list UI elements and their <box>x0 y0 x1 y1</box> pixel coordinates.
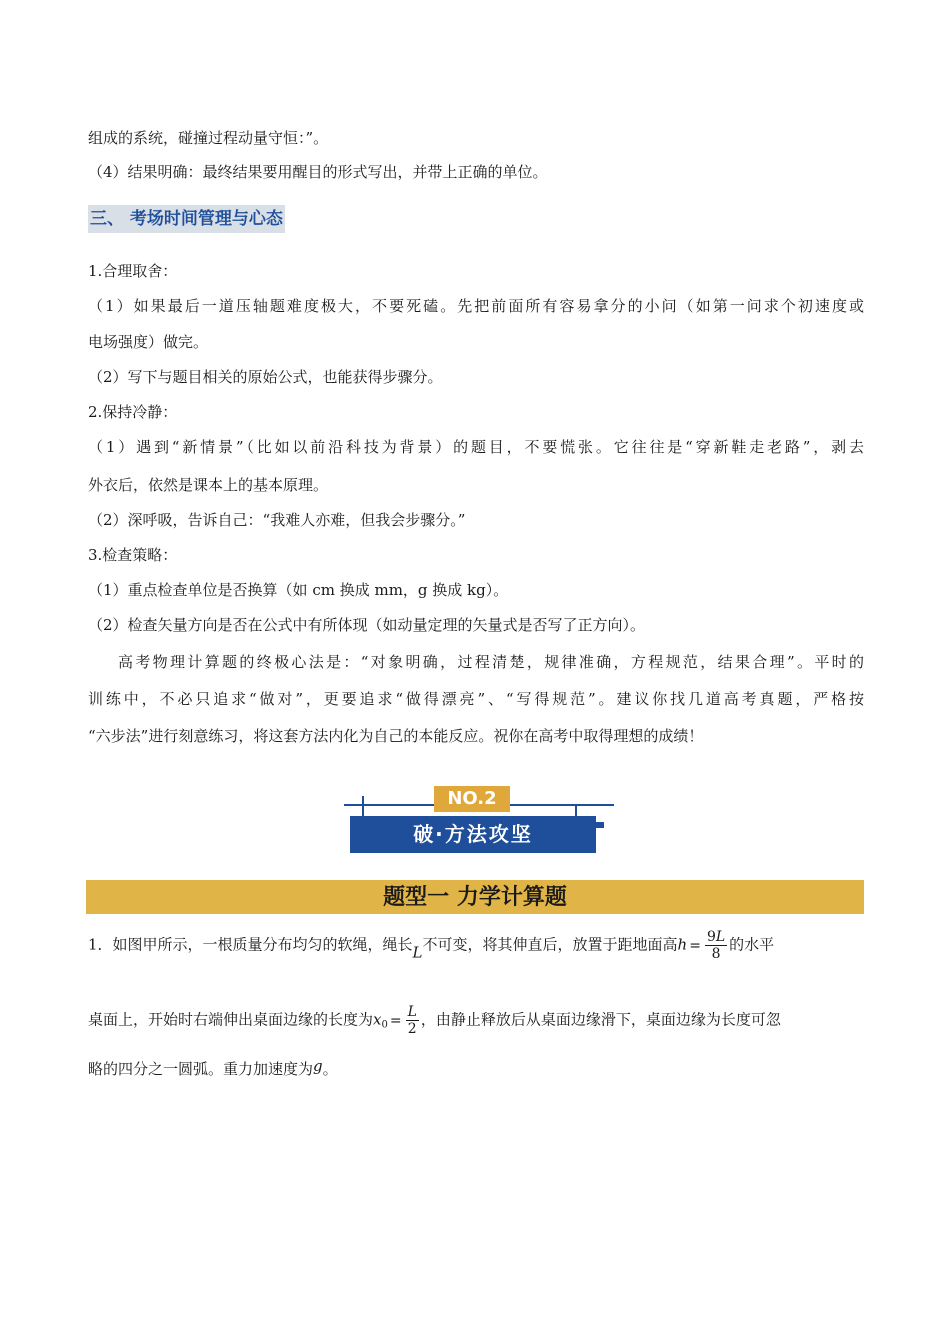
question-line <box>88 1004 864 1037</box>
fraction-denominator: 2 <box>407 1021 417 1037</box>
paragraph-text: （2）写下与题目相关的原始公式，也能获得步骤分。 <box>88 368 443 386</box>
badge-number: NO.2 <box>434 786 510 812</box>
fraction-numerator-var: L <box>715 929 726 945</box>
question-text: 不可变，将其伸直后，放置于距地面高 <box>422 935 678 954</box>
math-equals: = <box>689 937 701 954</box>
math-formula-h <box>678 929 730 962</box>
math-equals: = <box>389 1012 402 1029</box>
question-text: 略的四分之一圆弧。重力加速度为 <box>88 1060 314 1078</box>
question-text: 的水平 <box>729 935 775 954</box>
summary-text: “六步法”进行刻意练习，将这套方法内化为自己的本能反应。祝你在高考中取得理想的成绩！ <box>88 727 704 745</box>
paragraph-text: （1）重点检查单位是否换算（如 cm 换成 mm，g 换成 kg）。 <box>88 581 509 599</box>
subsection-title: 1.合理取舍： <box>88 262 178 280</box>
question-type-banner: 题型一 力学计算题 <box>86 880 864 914</box>
question-text: 1．如图甲所示，一根质量分布均匀的软绳，绳长 <box>88 935 413 954</box>
question-text: 桌面上，开始时右端伸出桌面边缘的长度为 <box>88 1010 374 1029</box>
question-text: 。 <box>322 1060 338 1078</box>
math-variable: x <box>373 1010 382 1029</box>
math-fraction <box>705 929 727 962</box>
math-variable: g <box>313 1057 323 1075</box>
question-line <box>88 1055 864 1080</box>
badge-notch <box>596 822 604 828</box>
section-heading: 三、 考场时间管理与心态 <box>88 205 285 233</box>
subsection-title: 3.检查策略： <box>88 546 178 564</box>
paragraph-text: （1）如果最后一道压轴题难度极大，不要死磕。先把前面所有容易拿分的小问（如第一问求个初速度或 <box>88 297 864 315</box>
math-variable: h <box>677 935 688 954</box>
paragraph-text: 电场强度）做完。 <box>88 333 209 351</box>
question-text: ，由静止释放后从桌面边缘滑下，桌面边缘为长度可忽 <box>420 1010 781 1029</box>
section-badge <box>340 786 610 856</box>
paragraph-text: （2）检查矢量方向是否在公式中有所体现（如动量定理的矢量式是否写了正方向）。 <box>88 616 646 634</box>
paragraph-text: 组成的系统，碰撞过程动量守恒：”。 <box>88 129 329 147</box>
fraction-denominator: 8 <box>711 946 721 962</box>
paragraph-text: 外衣后，依然是课本上的基本原理。 <box>88 476 329 494</box>
fraction-numerator: L <box>407 1004 417 1020</box>
subsection-title: 2.保持冷静： <box>88 403 178 421</box>
math-variable: L <box>412 943 423 962</box>
fraction-numerator: 9 <box>706 929 716 945</box>
paragraph-text: （4）结果明确：最终结果要用醒目的形式写出，并带上正确的单位。 <box>88 163 548 181</box>
math-subscript: 0 <box>381 1019 388 1031</box>
badge-frame-line <box>362 796 364 816</box>
paragraph-text: （2）深呼吸，告诉自己：“我难人亦难，但我会步骤分。” <box>88 511 466 529</box>
question-line <box>88 929 864 964</box>
summary-text: 高考物理计算题的终极心法是：“对象明确，过程清楚，规律准确，方程规范，结果合理”。平时的 <box>118 653 864 671</box>
math-formula-x0 <box>373 1004 421 1037</box>
math-fraction <box>406 1004 419 1037</box>
paragraph-text: （1）遇到“新情景”（比如以前沿科技为背景）的题目，不要慌张。它往往是“穿新鞋走老路”，剥去 <box>88 438 864 456</box>
summary-text: 训练中，不必只追求“做对”，更要追求“做得漂亮”、“写得规范”。建议你找几道高考真题，严格按 <box>88 690 864 708</box>
badge-title: 破·方法攻坚 <box>350 816 596 853</box>
